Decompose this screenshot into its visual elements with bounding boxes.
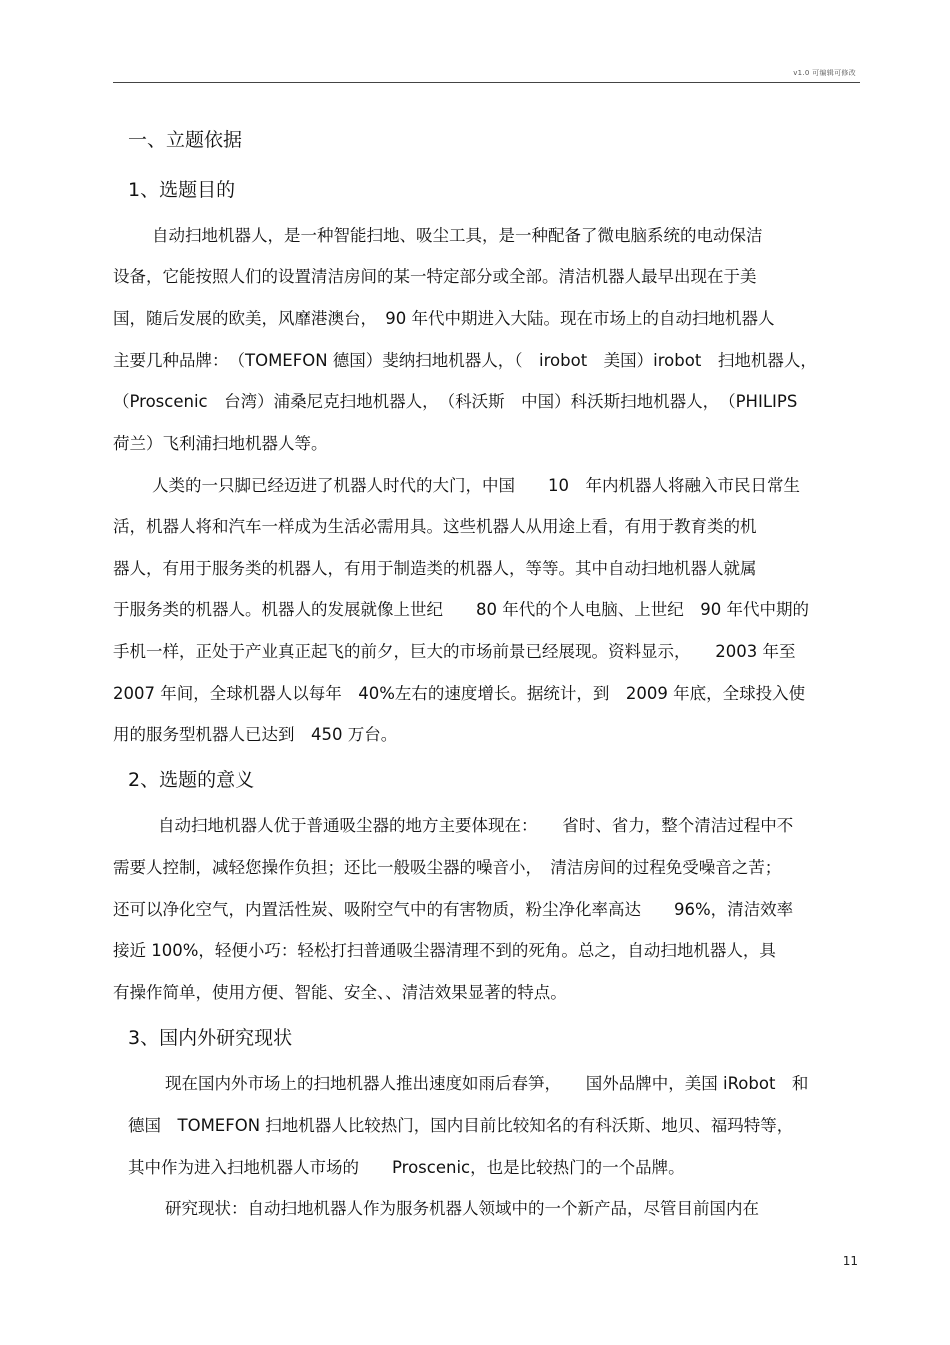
- body-line: 荷兰）飞利浦扫地机器人等。: [113, 434, 328, 453]
- body-line: 2007 年间，全球机器人以每年 40%左右的速度增长。据统计，到 2009 年底，全球投入使: [113, 684, 806, 703]
- body-line: 手机一样，正处于产业真正起飞的前夕，巨大的市场前景已经展现。资料显示， 2003 年至: [113, 642, 796, 661]
- section-1-title: 1、选题目的: [128, 179, 236, 201]
- page-number: 11: [842, 1254, 858, 1268]
- body-line: 其中作为进入扫地机器人市场的 Proscenic，也是比较热门的一个品牌。: [128, 1158, 685, 1177]
- body-line: 人类的一只脚已经迈进了机器人时代的大门，中国 10 年内机器人将融入市民日常生: [152, 476, 800, 495]
- body-line: 还可以净化空气，内置活性炭、吸附空气中的有害物质，粉尘净化率高达 96%，清洁效率: [113, 900, 794, 919]
- body-line: 设备，它能按照人们的设置清洁房间的某一特定部分或全部。清洁机器人最早出现在于美: [113, 267, 757, 286]
- header-rule: [113, 82, 860, 83]
- body-line: 自动扫地机器人，是一种智能扫地、吸尘工具，是一种配备了微电脑系统的电动保洁: [152, 226, 763, 245]
- section-3-title: 3、国内外研究现状: [128, 1027, 293, 1049]
- body-line: 活，机器人将和汽车一样成为生活必需用具。这些机器人从用途上看，有用于教育类的机: [113, 517, 757, 536]
- body-line: 器人，有用于服务类的机器人，有用于制造类的机器人，等等。其中自动扫地机器人就属: [113, 559, 757, 578]
- section-2-title: 2、选题的意义: [128, 769, 255, 791]
- body-line: 国，随后发展的欧美，风靡港澳台， 90 年代中期进入大陆。现在市场上的自动扫地机器人: [113, 309, 775, 328]
- body-line: 需要人控制，减轻您操作负担；还比一般吸尘器的噪音小， 清洁房间的过程免受噪音之苦；: [113, 858, 782, 877]
- header-note: v1.0 可编辑可修改: [793, 69, 856, 77]
- body-line: 接近 100%，轻便小巧：轻松打扫普通吸尘器清理不到的死角。总之，自动扫地机器人，具: [113, 941, 776, 960]
- body-line: 现在国内外市场上的扫地机器人推出速度如雨后春笋， 国外品牌中，美国 iRobot 和: [165, 1074, 809, 1093]
- body-line: （Proscenic 台湾）浦桑尼克扫地机器人， （科沃斯 中国）科沃斯扫地机器人， （PHILIPS: [113, 392, 798, 411]
- body-line: 用的服务型机器人已达到 450 万台。: [113, 725, 398, 744]
- section-main-title: 一、立题依据: [128, 129, 243, 151]
- body-line: 研究现状：自动扫地机器人作为服务机器人领域中的一个新产品，尽管目前国内在: [165, 1199, 759, 1218]
- body-line: 自动扫地机器人优于普通吸尘器的地方主要体现在： 省时、省力，整个清洁过程中不: [158, 816, 794, 835]
- body-line: 主要几种品牌： （TOMEFON 德国）斐纳扫地机器人，（ irobot 美国）irobot 扫地机器人，: [113, 351, 817, 370]
- body-line: 德国 TOMEFON 扫地机器人比较热门，国内目前比较知名的有科沃斯、地贝、福玛特等，: [128, 1116, 794, 1135]
- body-line: 有操作简单，使用方便、智能、安全、、清洁效果显著的特点。: [113, 983, 567, 1002]
- body-line: 于服务类的机器人。机器人的发展就像上世纪 80 年代的个人电脑、上世纪 90 年代中期的: [113, 600, 809, 619]
